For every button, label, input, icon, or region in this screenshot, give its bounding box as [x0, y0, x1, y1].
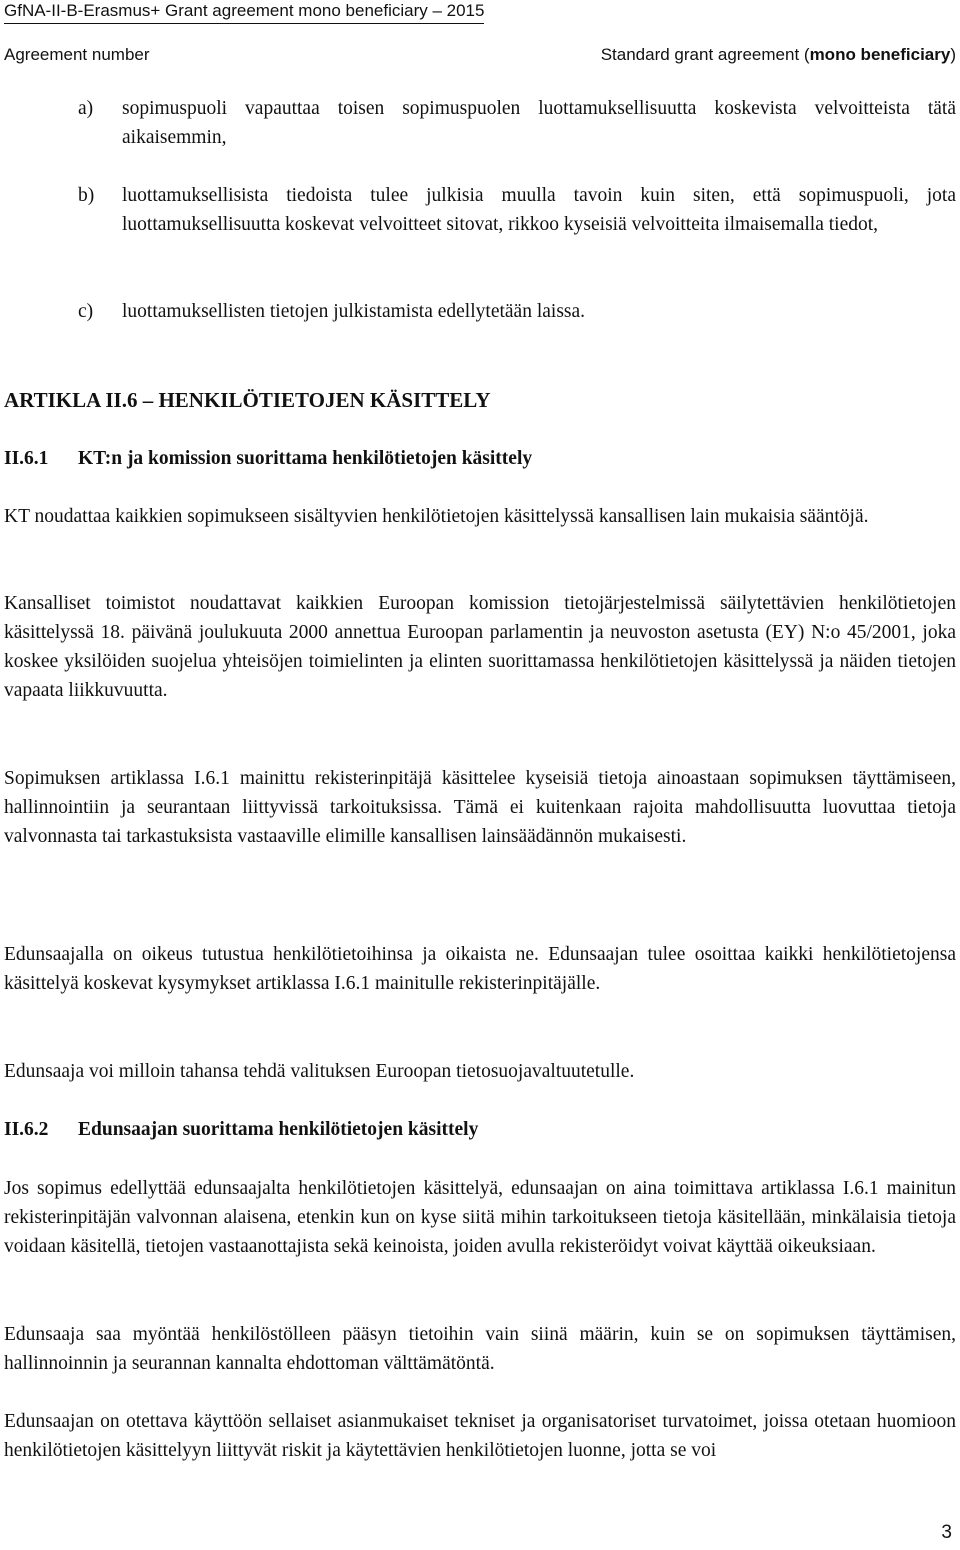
paragraph: Edunsaajalla on oikeus tutustua henkilötietoihinsa ja oikaista ne. Edunsaajan tulee osoittaa kaikki henkilötietojensa käsittelyä koskevat kysymykset artiklassa I.6.1 mainitulle rekisterinpitäjälle.	[4, 944, 956, 994]
list-item	[4, 94, 956, 152]
section-heading	[4, 445, 532, 473]
paragraph: Edunsaaja saa myöntää henkilöstölleen pääsyn tietoihin vain siinä määrin, kuin se on sopimuksen täyttämisen, hallinnoinnin ja seurannan kannalta ehdottoman välttämätöntä.	[4, 1324, 956, 1374]
article-title: ARTIKLA II.6 – HENKILÖTIETOJEN KÄSITTELY	[4, 388, 491, 412]
paragraph: Edunsaaja voi milloin tahansa tehdä valituksen Euroopan tietosuojavaltuutetulle.	[4, 1061, 635, 1082]
section-number: II.6.2	[4, 1119, 49, 1140]
list-marker: a)	[78, 98, 94, 119]
list-text: sopimuspuoli vapauttaa toisen sopimuspuolen luottamuksellisuutta koskevista velvoitteista tätä aikaisemmin,	[122, 98, 956, 148]
list-text: luottamuksellisten tietojen julkistamista edellytetään laissa.	[122, 301, 586, 322]
paragraph: Edunsaajan on otettava käyttöön sellaiset asianmukaiset tekniset ja organisatoriset turvatoimet, joissa otetaan huomioon henkilötietojen käsittelyyn liittyvät riskit ja käytettävien henkilötietojen luonne, jotta se voi	[4, 1411, 956, 1461]
section-number: II.6.1	[4, 448, 49, 469]
agreement-type-bold: mono beneficiary	[809, 45, 951, 64]
agreement-type-label	[601, 44, 956, 66]
paragraph: Sopimuksen artiklassa I.6.1 mainittu rekisterinpitäjä käsittelee kyseisiä tietoja ainoastaan sopimuksen täyttämiseen, hallinnointiin ja seurantaan liittyvissä tarkoituksissa. Tämä ei kuitenkaan rajoita mahdollisuutta luovuttaa tietoja valvonnasta tai tarkastuksista vastaaville elimille kansallisen lainsäädännön mukaisesti.	[4, 768, 956, 847]
page-number: 3	[941, 1522, 952, 1543]
list-item	[4, 297, 956, 326]
section-title: KT:n ja komission suorittama henkilötietojen käsittely	[78, 448, 533, 469]
paragraph: KT noudattaa kaikkien sopimukseen sisältyvien henkilötietojen käsittelyssä kansallisen lain mukaisia sääntöjä.	[4, 506, 869, 527]
list-marker: c)	[78, 301, 94, 322]
list-item	[4, 181, 956, 239]
agreement-type-suffix: )	[950, 45, 956, 64]
paragraph: Kansalliset toimistot noudattavat kaikkien Euroopan komission tietojärjestelmissä säilytettävien henkilötietojen käsittelyssä 18. päivänä joulukuuta 2000 annettua Euroopan parlamentin ja neuvoston asetusta (EY) N:o 45/2001, joka koskee yksilöiden suojelua yhteisöjen toimielinten ja elinten suorittamassa henkilötietojen käsittelyssä ja näiden tietojen vapaata liikkuvuutta.	[4, 593, 956, 701]
header-title: GfNA-II-B-Erasmus+ Grant agreement mono beneficiary – 2015	[4, 0, 484, 24]
list-text: luottamuksellisista tiedoista tulee julkisia muulla tavoin kuin siten, että sopimuspuoli, jota luottamuksellisuutta koskevat velvoitteet sitovat, rikkoo kyseisiä velvoitteita ilmaisemalla tiedot,	[122, 185, 956, 235]
list-marker: b)	[78, 185, 95, 206]
agreement-type-prefix: Standard grant agreement (	[600, 45, 810, 64]
section-heading	[4, 1116, 478, 1144]
agreement-number-label: Agreement number	[4, 45, 150, 64]
paragraph: Jos sopimus edellyttää edunsaajalta henkilötietojen käsittelyä, edunsaajan on aina toimittava artiklassa I.6.1 mainitun rekisterinpitäjän valvonnan alaisena, etenkin kun on kyse siitä mihin tarkoitukseen tietoja käsitellään, minkälaisia tietoja voidaan käsitellä, tietojen vastaanottajista sekä keinoista, joiden avulla rekisteröidyt voivat käyttää oikeuksiaan.	[4, 1178, 956, 1257]
section-title: Edunsaajan suorittama henkilötietojen käsittely	[78, 1119, 479, 1140]
